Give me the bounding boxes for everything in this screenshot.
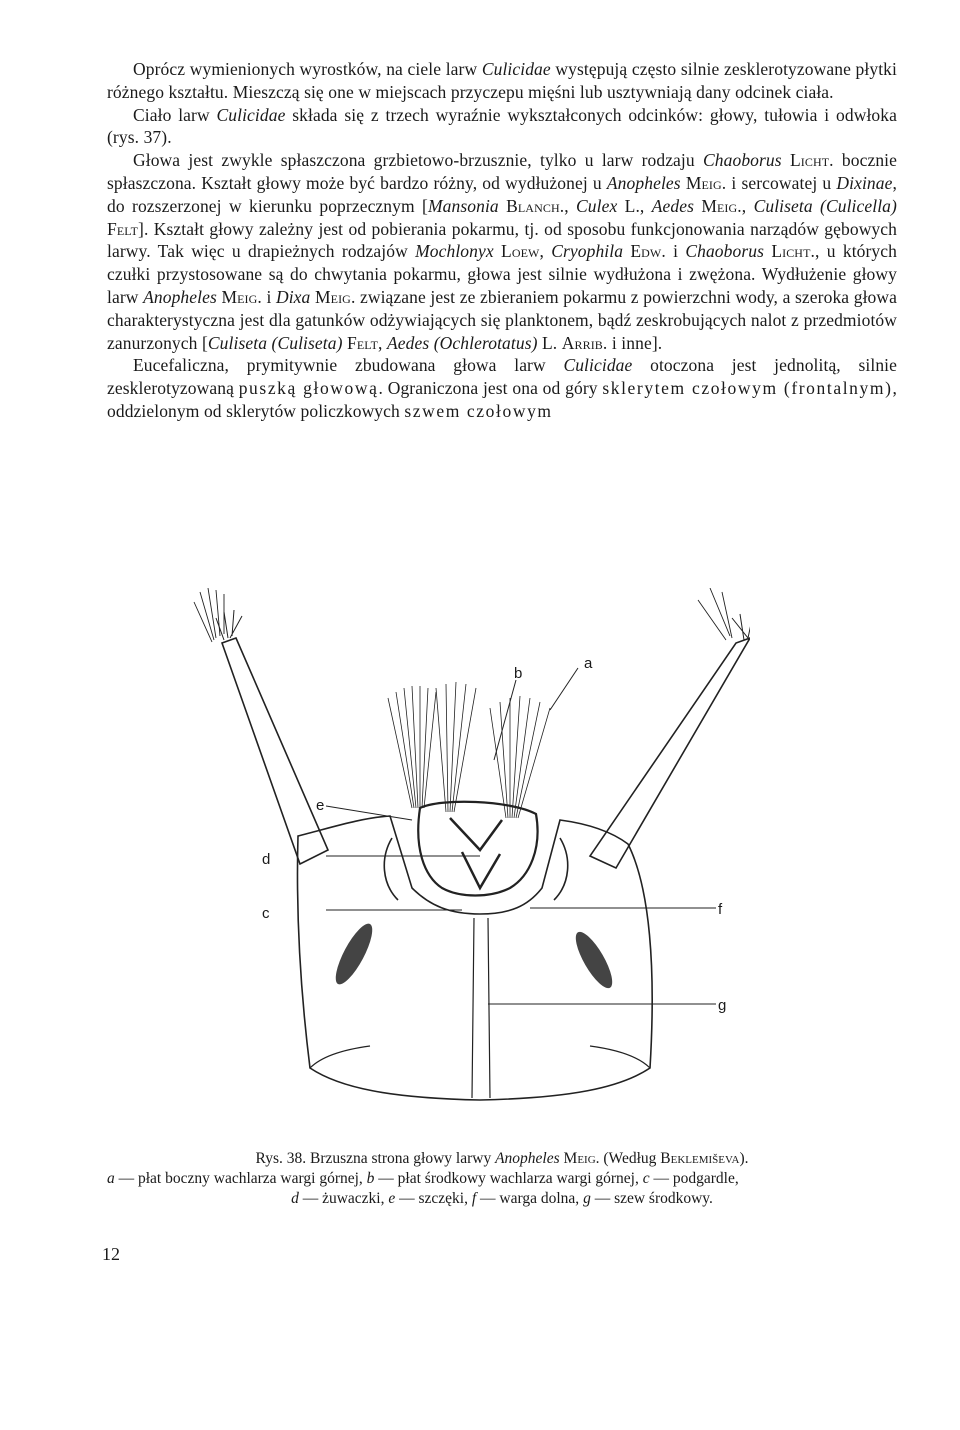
italic-run: Cryophila [551, 241, 624, 262]
italic-run: f [471, 1190, 477, 1207]
italic-run: Chaoborus [685, 241, 765, 262]
label-d: d [262, 851, 271, 868]
italic-run: Anopheles [606, 172, 681, 193]
spaced-run: sklerytem czołowym (frontalnym) [602, 378, 893, 399]
italic-run: Mochlonyx [415, 241, 494, 262]
small-caps-run: Meig [563, 1150, 596, 1167]
label-e: e [316, 797, 325, 814]
italic-run: Culicidae [563, 355, 633, 376]
italic-run: b [366, 1170, 375, 1187]
label-c: c [262, 905, 270, 922]
lateral-brush-left [388, 686, 436, 808]
body-text [107, 58, 897, 423]
small-caps-run: Beklemiševa [660, 1150, 740, 1167]
paragraph-2: Ciało larw Culicidae składa się z trzech wyraźnie wykształconych odcinków: głowy, tułowia i odwłoka (rys. 37). [107, 104, 897, 148]
italic-run: Anopheles [495, 1150, 560, 1167]
caption-title: Rys. 38. Brzuszna strona głowy larwy Anopheles Meig. (Według Beklemiševa). [255, 1150, 749, 1167]
spaced-run: puszką głowową [238, 378, 379, 399]
caption-legend-line-1: a — płat boczny wachlarza wargi górnej, b — płat środkowy wachlarza wargi górnej, c — podgardle, [107, 1170, 739, 1187]
italic-run: d [291, 1190, 299, 1207]
italic-run: Chaoborus [703, 150, 782, 171]
page-number: 12 [102, 1244, 120, 1264]
figure-larva-head [150, 588, 750, 1113]
spaced-run: szwem czołowym [404, 400, 553, 421]
italic-run: Culex [576, 195, 618, 216]
label-a: a [584, 655, 593, 672]
italic-run: a [107, 1170, 115, 1187]
italic-run: c [642, 1170, 650, 1187]
italic-run: Mansonia [427, 195, 499, 216]
small-caps-run: Loew [501, 241, 540, 262]
italic-run: g [583, 1190, 591, 1207]
paragraph-3: Głowa jest zwykle spłaszczona grzbietowo-brzusznie, tylko u larw rodzaju Chaoborus Licht. bocznie spłaszczona. Kształt głowy może być bardzo różny, od wydłużonej u Anopheles Meig. i sercowatej u Dixinae, do rozszerzonej w kierunku poprzecznym [Mansonia Blanch., Culex L., Aedes Meig., Culiseta (Culicella) Felt]. Kształt głowy zależny jest od pobierania pokarmu, tj. od sposobu funkcjonowania narządów gębowych larwy. Tak więc u drapieżnych rodzajów Mochlonyx Loew, Cryophila Edw. i Chaoborus Licht., u których czułki przystosowane są do chwytania pokarmu, głowa jest silnie wydłużona i zwężona. Wydłużenie głowy larw Anopheles Meig. i Dixa Meig. związane jest ze zbieraniem pokarmu z powierzchni wody, a szeroka głowa charakterystyczna jest dla gatunków odżywiających się planktonem, bądź zeskrobujących nalot z przedmiotów zanurzonych [Culiseta (Culiseta) Felt, Aedes (Ochlerotatus) L. Arrib. i inne]. [107, 150, 897, 353]
median-suture [472, 918, 490, 1098]
italic-run: Anopheles [143, 286, 217, 307]
leader-b [494, 680, 516, 760]
italic-run: Culiseta (Culiseta) [207, 332, 343, 353]
label-f: f [718, 901, 723, 918]
left-antenna [222, 638, 328, 864]
italic-run: Dixa [275, 286, 311, 307]
label-g: g [718, 997, 727, 1014]
small-caps-run: Licht [789, 150, 830, 171]
middle-brush [436, 682, 476, 812]
italic-run: Dixinae [836, 172, 893, 193]
right-antenna [590, 638, 750, 868]
italic-run: Culicidae [481, 59, 551, 79]
small-caps-run: Edw [630, 241, 662, 262]
caption-legend-line-2: d — żuwaczki, e — szczęki, f — warga dolna, g — szew środkowy. [291, 1190, 713, 1207]
italic-run: Aedes (Ochlerotatus) [386, 332, 538, 353]
leader-a [550, 668, 578, 710]
italic-run: Aedes [651, 195, 695, 216]
small-caps-run: Meig [701, 195, 738, 216]
small-caps-run: Meig [685, 172, 722, 193]
larva-head-drawing [150, 588, 750, 1113]
italic-run: e [388, 1190, 396, 1207]
small-caps-run: Blanch [506, 195, 560, 216]
paragraph-4: Eucefaliczna, prymitywnie zbudowana głowa larw Culicidae otoczona jest jednolitą, silnie zesklerotyzowaną puszką głowową. Ograniczona jest ona od góry sklerytem czołowym (frontalnym), oddzielonym od sklerytów policzkowych szwem czołowym [107, 355, 898, 421]
small-caps-run: Felt [347, 332, 379, 353]
label-b: b [514, 665, 523, 682]
figure-caption [107, 1149, 897, 1209]
small-caps-run: Licht [771, 241, 811, 262]
paragraph-1: Oprócz wymienionych wyrostków, na ciele larw Culicidae występują często silnie zesklerotyzowane płytki różnego kształtu. Mieszczą się one w miejscach przyczepu mięśni lub usztywniają dany odcinek ciała. [107, 59, 897, 102]
italic-run: Culicidae [216, 104, 286, 125]
lateral-brush-right [490, 696, 550, 818]
small-caps-run: Meig [314, 286, 351, 307]
small-caps-run: Arrib [561, 332, 603, 353]
italic-run: Culiseta (Culicella) [753, 195, 897, 216]
small-caps-run: Meig [221, 286, 258, 307]
small-caps-run: Felt [107, 218, 139, 239]
